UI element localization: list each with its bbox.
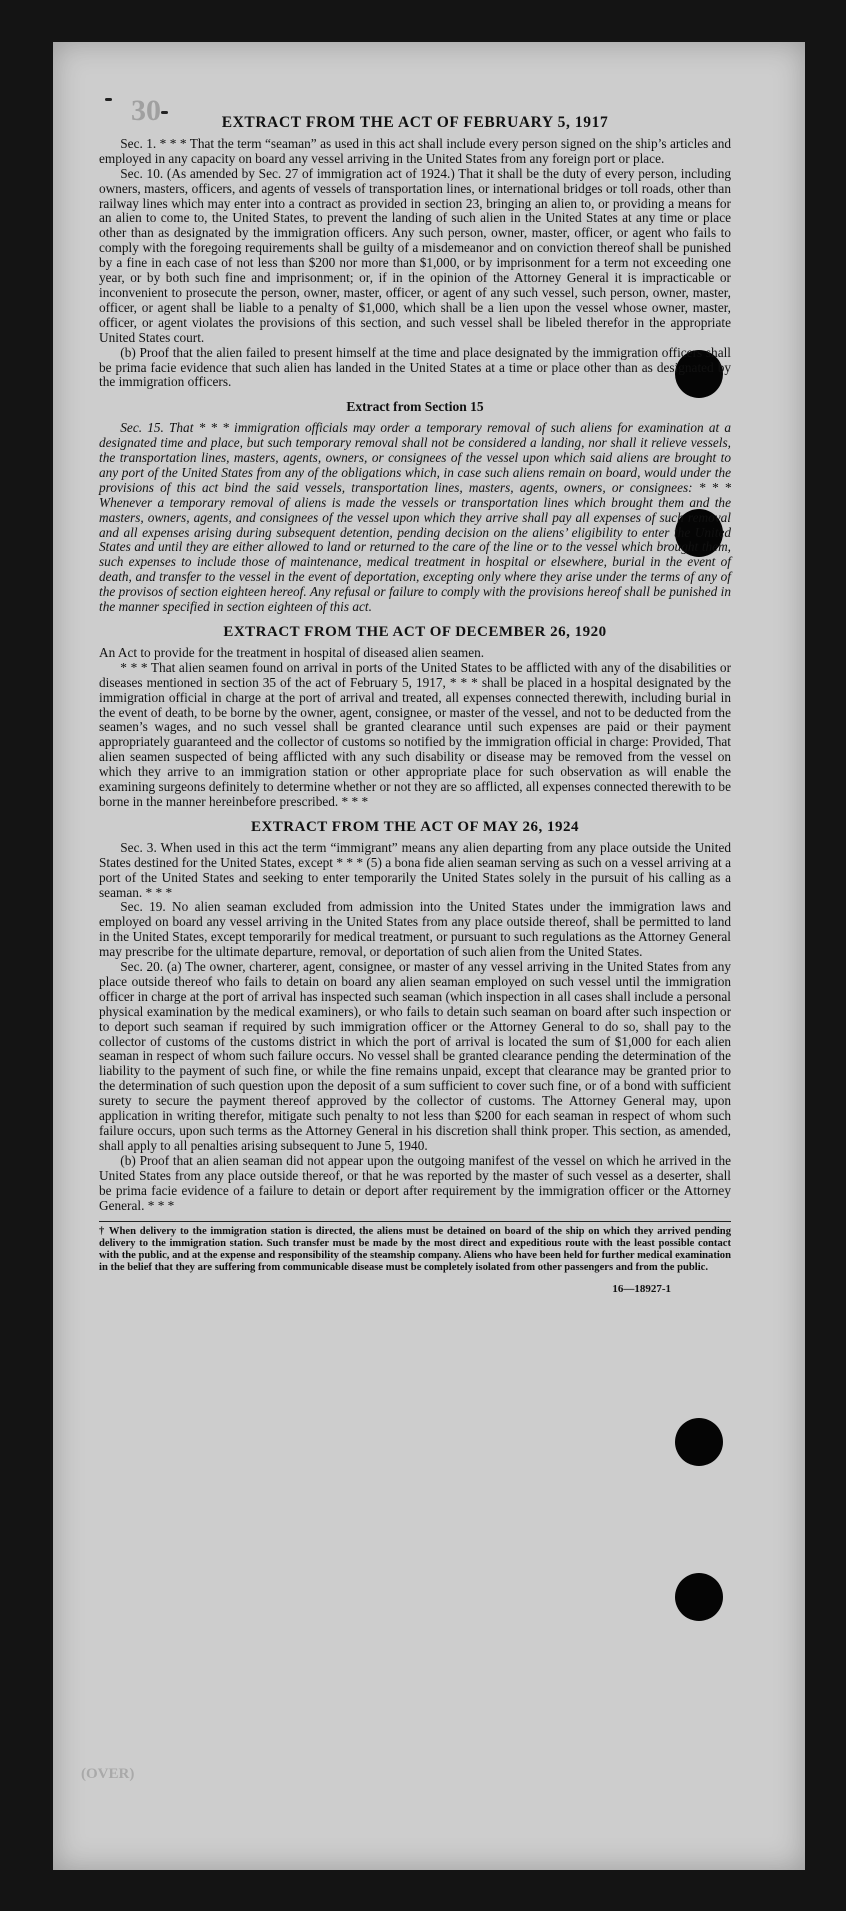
ink-speck [161,111,168,114]
paragraph: * * * That alien seamen found on arrival in ports of the United States to be afflicted with any of the disabilities or diseases mentioned in section 35 of the act of February 5, 1917, * * * shall be placed in a hospital designated by the immigration official in charge at the port of arrival and treated, all expenses connected therewith, including burial in the event of death, to be borne by the owner, agent, consignee, or master of the vessel, and not to be deducted from the seamen’s wages, and no such vessel shall be granted clearance until such expenses are paid or their payment appropriately guaranteed and the collector of customs so notified by the immigration official in charge: Provided, That alien seamen suspected of being afflicted with any such disability or disease may be removed from the vessel on which they arrive to an immigration station or other appropriate place for such observation as will enable the examining surgeons definitely to determine whether or not they are so afflicted, all expenses connected therewith to be borne in the manner hereinbefore prescribed. * * * [99,659,731,809]
form-number: 16—18927-1 [612,1283,671,1296]
section-heading: Extract from Section 15 [346,399,484,415]
footnote-divider [99,1221,731,1222]
paragraph: Sec. 3. When used in this act the term “immigrant” means any alien departing from any place outside the United States destined for the United States, except * * * (5) a bona fide alien seaman serving as such on a vessel arriving at a port of the United States and seeking to enter temporarily the United States solely in the pursuit of his calling as a seaman. * * * [99,839,731,900]
paragraph: (b) Proof that the alien failed to present himself at the time and place designated by the immigration officers shall be prima facie evidence that such alien has landed in the United States at a time or place other than as designated by the immigration officers. [99,344,731,390]
document-text [99,116,731,1297]
paragraph: Sec. 15. That * * * immigration officials may order a temporary removal of such aliens for examination at a designated time and place, but such temporary removal shall not be considered a landing, nor shall it relieve vessels, the transportation lines, masters, agents, owners, or consignees of the vessel upon which said aliens are brought to any port of the United States from any of the obligations which, in case such aliens remain on board, would under the provisions of this act bind the said vessels, transportation lines, masters, agents, owners, or consignees: * * * Whenever a temporary removal of aliens is made the vessels or transportation lines which brought them and the masters, owners, agents, and consignees of the vessel upon which they arrive shall pay all expenses of such removal and all expenses arising during subsequent detention, pending decision on the aliens’ eligibility to enter the United States and until they are either allowed to land or returned to the care of the line or to the vessel which brought them, such expenses to include those of maintenance, medical treatment in hospital or elsewhere, burial in the event of death, and transfer to the vessel in the event of deportation, excepting only where they arise under the terms of any of the provisos of section eighteen hereof. Any refusal or failure to comply with the provisions hereof shall be punished in the manner specified in section eighteen of this act. [99,420,731,615]
bleed-through-number: 30 [131,94,161,127]
bleed-through-over: (OVER) [81,1766,135,1782]
section-heading: EXTRACT FROM THE ACT OF MAY 26, 1924 [250,818,580,835]
punch-hole [675,1573,723,1621]
punch-hole [675,1418,723,1466]
section-heading: EXTRACT FROM THE ACT OF FEBRUARY 5, 1917 [221,114,609,131]
paragraph: Sec. 1. * * * That the term “seaman” as used in this act shall include every person signed on the ship’s articles and employed in any capacity on board any vessel arriving in the United States from any foreign port or place. [99,135,731,166]
paragraph: Sec. 20. (a) The owner, charterer, agent, consignee, or master of any vessel arriving in the United States from any place outside thereof who fails to detain on board any alien seaman employed on such vessel until the immigration officer in charge at the port of arrival has inspected such seaman (which inspection in all cases shall include a personal physical examination by the medical examiners), or who fails to detain such seaman on board after such inspection or to deport such seaman if required by such immigration officer or the Attorney General to do so, shall pay to the collector of customs of the customs district in which the port of arrival is located the sum of $1,000 for each alien seaman in respect of whom such failure occurs. No vessel shall be granted clearance pending the determination of the liability to the payment of such fine, or while the fine remains unpaid, except that clearance may be granted prior to the determination of such question upon the deposit of a sum sufficient to cover such fine, or of a bond with sufficient surety to secure the payment thereof approved by the collector of customs. The Attorney General may, upon application in writing therefor, mitigate such penalty to not less than $200 for each seaman in respect of whom such failure occurs, upon such terms as the Attorney General in his discretion shall think proper. This section, as amended, shall apply to all penalties arising subsequent to June 5, 1940. [99,959,731,1153]
paragraph: Sec. 19. No alien seaman excluded from admission into the United States under the immigration laws and employed on board any vessel arriving in the United States from any place outside thereof, shall be permitted to land in the United States, except temporarily for medical treatment, or pursuant to such regulations as the Attorney General may prescribe for the ultimate departure, removal, or deportation of such alien from the United States. [99,899,731,960]
footnote: † When delivery to the immigration station is directed, the aliens must be detained on board of the ship on which they arrived pending delivery to the immigration station. Such transfer must be made by the most direct and expeditious route with the least possible contact with the public, and at the expense and responsibility of the steamship company. Aliens who have been held for further medical examination in the belief that they are suffering from communicable disease must be completely isolated from other passengers and from the public. [99,1226,731,1274]
section-heading: EXTRACT FROM THE ACT OF DECEMBER 26, 1920 [223,624,607,640]
paragraph: (b) Proof that an alien seaman did not appear upon the outgoing manifest of the vessel on which he arrived in the United States from any place outside thereof, or that he was reported by the master of such vessel as a deserter, shall be prima facie evidence of a failure to detain or deport after requirement by the immigration officer or the Attorney General. * * * [99,1152,731,1213]
paragraph: An Act to provide for the treatment in hospital of diseased alien seamen. [99,644,485,660]
paragraph: Sec. 10. (As amended by Sec. 27 of immigration act of 1924.) That it shall be the duty of every person, including owners, masters, officers, and agents of vessels of transportation lines, or international bridges or toll roads, other than railway lines which may enter into a contract as provided in section 23, bringing an alien to, or providing a means for an alien to come to, the United States, to prevent the landing of such alien in the United States at any time or place other than as designated by the immigration officers. Any such person, owner, master, officer, or agent who fails to comply with the foregoing requirements shall be guilty of a misdemeanor and on conviction thereof shall be punished by a fine in each case of not less than $200 nor more than $1,000, or by imprisonment for a term not exceeding one year, or by both such fine and imprisonment; or, if in the opinion of the Attorney General it is impracticable or inconvenient to prosecute the person, owner, master, officer, or agent of any such vessel, such person, owner, master, officer, or agent shall be liable to a penalty of $1,000, which shall be a lien upon the vessel whose owner, master, officer, or agent violates the provisions of this section, and such vessel shall be libeled therefor in the appropriate United States court. [99,165,731,345]
ink-speck [105,98,112,101]
